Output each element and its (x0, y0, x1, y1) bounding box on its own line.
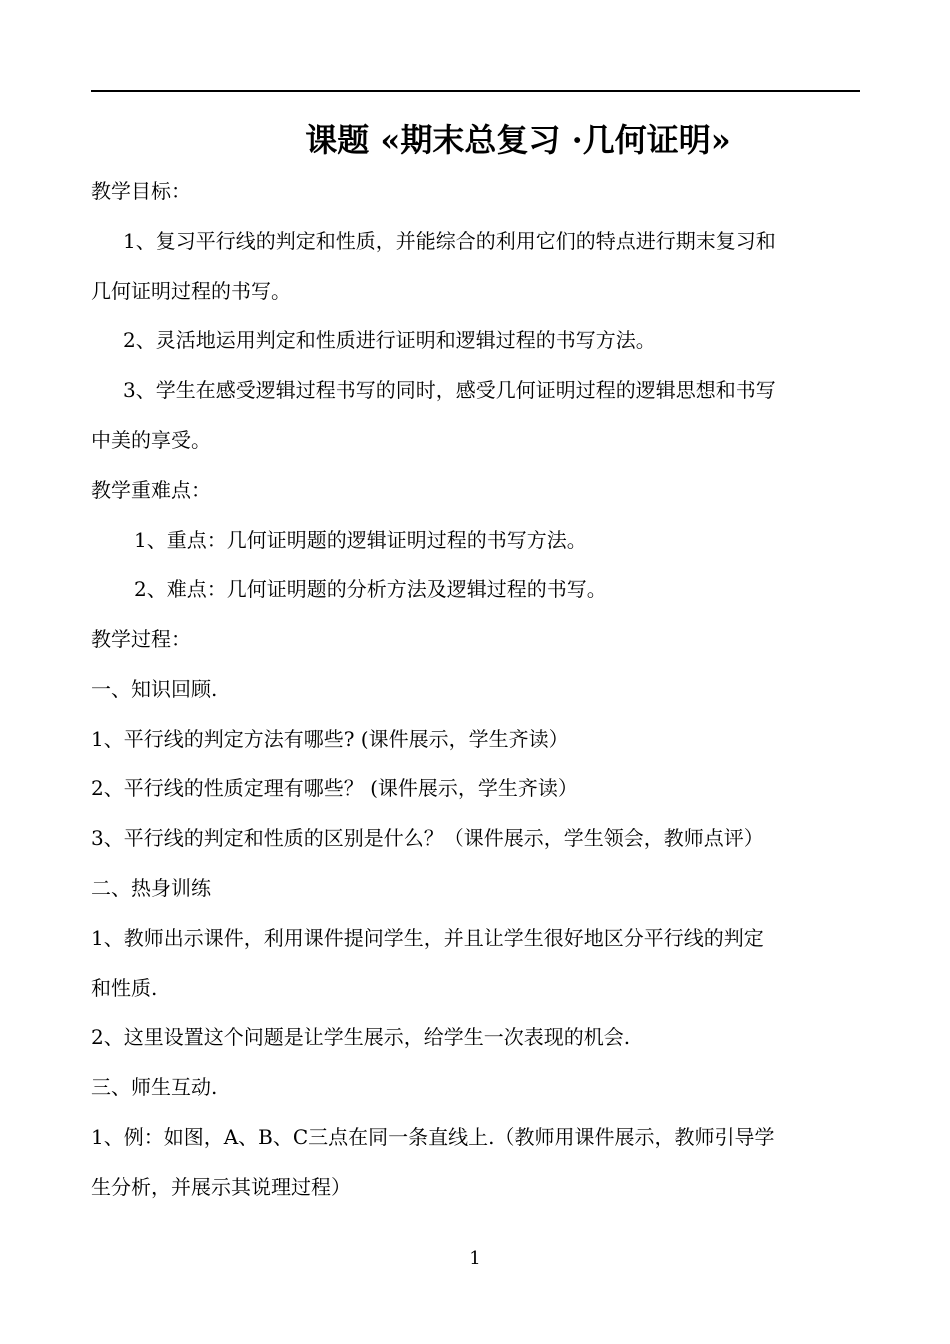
paragraph-line: 和性质. (91, 976, 158, 1000)
paragraph-line: 1、平行线的判定方法有哪些? (课件展示，学生齐读） (91, 727, 569, 751)
subsection-heading: 一、知识回顾. (91, 677, 218, 701)
section-heading-key-points: 教学重难点： (91, 478, 211, 502)
section-heading-process: 教学过程： (91, 627, 191, 651)
paragraph-line: 2、难点：几何证明题的分析方法及逻辑过程的书写。 (134, 577, 607, 601)
paragraph-line: 2、这里设置这个问题是让学生展示，给学生一次表现的机会. (91, 1025, 631, 1049)
paragraph-line: 1、重点：几何证明题的逻辑证明过程的书写方法。 (134, 528, 587, 552)
paragraph-line: 3、学生在感受逻辑过程书写的同时，感受几何证明过程的逻辑思想和书写 (123, 378, 776, 402)
subsection-heading: 三、师生互动. (91, 1075, 218, 1099)
paragraph-line: 2、灵活地运用判定和性质进行证明和逻辑过程的书写方法。 (123, 328, 656, 352)
paragraph-line: 2、平行线的性质定理有哪些？ (课件展示，学生齐读） (91, 776, 578, 800)
paragraph-line: 几何证明过程的书写。 (91, 279, 291, 303)
page-number: 1 (469, 1248, 481, 1269)
header-rule (91, 90, 860, 92)
paragraph-line: 生分析，并展示其说理过程） (91, 1175, 351, 1199)
paragraph-line: 3、平行线的判定和性质的区别是什么？（课件展示，学生领会，教师点评） (91, 826, 764, 850)
paragraph-line: 1、教师出示课件，利用课件提问学生，并且让学生很好地区分平行线的判定 (91, 926, 764, 950)
document-title: 课题 «期末总复习 ·几何证明» (305, 121, 731, 159)
subsection-heading: 二、热身训练 (91, 876, 211, 900)
section-heading-objectives: 教学目标： (91, 179, 191, 203)
paragraph-line: 1、复习平行线的判定和性质，并能综合的利用它们的特点进行期末复习和 (123, 229, 776, 253)
paragraph-line: 1、例：如图，A、B、C三点在同一条直线上.（教师用课件展示，教师引导学 (91, 1125, 775, 1149)
paragraph-line: 中美的享受。 (91, 428, 211, 452)
